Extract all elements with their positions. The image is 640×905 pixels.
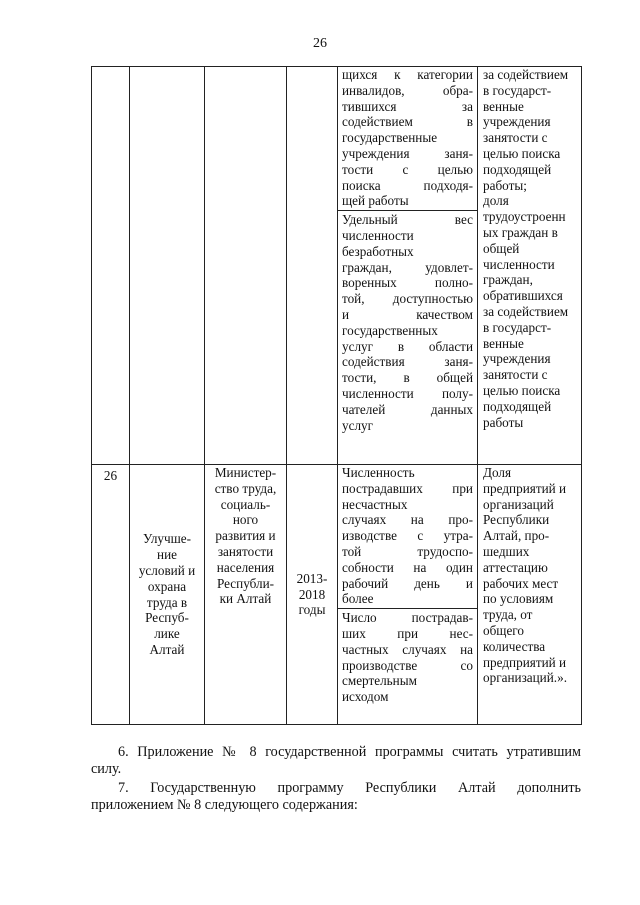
cell-text-line: тившихся за <box>342 98 473 114</box>
cell-result <box>478 465 582 725</box>
row-number: 26 <box>92 465 130 725</box>
cell-text-line: производстве со <box>342 657 473 673</box>
cell-text-line: предприятий и <box>483 654 567 670</box>
cell-text-line: Республики <box>483 512 550 528</box>
page-number: 26 <box>313 36 327 51</box>
cell-text-line: охрана <box>147 578 187 594</box>
cell-text-line: чателей данных <box>342 401 473 417</box>
cell-text-line: щей работы <box>342 193 409 209</box>
cell-text-line: граждан, удовлет- <box>342 259 473 275</box>
cell-text-line: численности <box>342 227 414 243</box>
program-table <box>91 66 582 725</box>
cell-text-line: развития и <box>215 528 276 544</box>
paragraph-line: 7. Государственную программу Республики Алтай дополнить <box>118 780 581 796</box>
cell-text-line: Доля <box>483 465 512 480</box>
cell-text-line: рабочих мест <box>483 575 559 591</box>
cell-text-line: услуг <box>342 417 374 433</box>
cell-text-line: содействия заня- <box>342 354 473 370</box>
cell-text-line: ство труда, <box>214 480 277 496</box>
cell-text-line: учреждения <box>483 114 551 130</box>
cell-result <box>478 67 582 465</box>
cell-text-line: количества <box>483 638 546 654</box>
cell-text-line: трудоустроенн <box>483 209 566 225</box>
cell-text-line: несчастных <box>342 496 408 512</box>
cell-text-line: общей <box>483 240 520 256</box>
cell-text-line: государственных <box>342 322 438 338</box>
cell-text-line: в государст- <box>483 82 552 98</box>
paragraph-line: приложением № 8 следующего содержания: <box>91 797 358 813</box>
cell-text-line: работы; <box>483 177 527 193</box>
paragraph-line: силу. <box>91 761 122 777</box>
cell-text-line: воренных полно- <box>342 275 473 291</box>
cell-period <box>287 465 338 725</box>
cell-text-line: лике <box>154 626 180 642</box>
cell-goal-empty <box>130 67 205 465</box>
cell-text-line: случаях на про- <box>342 512 473 528</box>
cell-text-line: учреждения <box>483 351 551 367</box>
cell-text-line: учреждения заня- <box>342 145 473 161</box>
cell-text-line: численности полу- <box>342 385 473 401</box>
cell-text-line: за содействием <box>483 67 569 82</box>
cell-text-line: труда в <box>146 594 188 610</box>
cell-text-line: в государст- <box>483 319 552 335</box>
cell-goal <box>130 465 205 725</box>
indicator-block <box>338 608 477 705</box>
cell-text-line: организаций <box>483 496 554 512</box>
cell-text-line: по условиям <box>483 591 554 607</box>
cell-text-line: за содействием <box>483 303 569 319</box>
cell-text-line: Республи- <box>216 575 275 591</box>
cell-text-line: Численность <box>342 465 415 480</box>
paragraph-line: 6. Приложение № 8 государственной программы считать утратившим <box>118 744 581 760</box>
table-row-continued <box>92 67 582 465</box>
cell-text-line: условий и <box>138 562 196 578</box>
cell-responsible <box>205 465 287 725</box>
cell-text-line: рабочий день и <box>342 575 473 591</box>
cell-text-line: подходящей <box>483 398 552 414</box>
cell-text-line: той, доступностью <box>342 291 473 307</box>
cell-text-line: общего <box>483 622 524 638</box>
cell-text-line: целью поиска <box>483 382 561 398</box>
cell-period-empty <box>287 67 338 465</box>
cell-text-line: частных случаях на <box>342 641 473 657</box>
cell-text-line: численности <box>483 256 555 272</box>
cell-indicators <box>338 67 478 465</box>
cell-responsible-empty <box>205 67 287 465</box>
cell-text-line: работы <box>483 414 524 430</box>
cell-text-line: тости, в общей <box>342 370 473 386</box>
cell-text-line: аттестацию <box>483 559 548 575</box>
cell-text-line: граждан, <box>483 272 533 288</box>
cell-text-line: Алтай, про- <box>483 528 550 544</box>
cell-text-line: Число пострадав- <box>342 610 473 626</box>
cell-text-line: ки Алтай <box>219 591 272 607</box>
cell-text-line: социаль- <box>220 496 271 512</box>
indicator-block <box>338 67 477 210</box>
cell-text-line: занятости <box>217 543 274 559</box>
cell-text-line: Удельный вес <box>342 212 473 228</box>
cell-text-line: более <box>342 591 374 607</box>
cell-text-line: обратившихся <box>483 288 563 304</box>
cell-text-line: инвалидов, обра- <box>342 82 473 98</box>
cell-number-empty <box>92 67 130 465</box>
cell-text-line: населения <box>216 559 275 575</box>
cell-text-line: щихся к категории <box>342 67 473 82</box>
indicator-block <box>338 210 477 433</box>
cell-text-line: 2013- <box>296 570 328 586</box>
cell-text-line: годы <box>298 602 326 618</box>
cell-text-line: шедших <box>483 543 530 559</box>
cell-text-line: ых граждан в <box>483 224 558 240</box>
cell-text-line: собности на один <box>342 559 473 575</box>
cell-text-line: поиска подходя- <box>342 177 473 193</box>
paragraph-7 <box>91 780 581 814</box>
cell-indicators <box>338 465 478 725</box>
cell-text-line: изводстве с утра- <box>342 528 473 544</box>
paragraph-6 <box>91 744 581 778</box>
cell-text-line: ние <box>157 547 177 563</box>
cell-text-line: венные <box>483 98 524 114</box>
cell-text-line: смертельным <box>342 673 417 689</box>
cell-text-line: целью поиска <box>483 145 561 161</box>
cell-text-line: и качеством <box>342 306 473 322</box>
cell-text-line: организаций.». <box>483 670 567 686</box>
cell-text-line: труда, от <box>483 607 533 623</box>
cell-text-line: Алтай <box>149 641 185 657</box>
cell-text-line: 2018 <box>298 586 326 602</box>
cell-text-line: исходом <box>342 689 389 705</box>
cell-text-line: занятости с <box>483 130 548 146</box>
cell-text-line: венные <box>483 335 524 351</box>
cell-text-line: занятости с <box>483 367 548 383</box>
cell-text-line: услуг в области <box>342 338 473 354</box>
table-row-26 <box>92 465 582 725</box>
cell-text-line: Улучше- <box>142 531 192 547</box>
cell-text-line: тости с целью <box>342 161 473 177</box>
cell-text-line: подходящей <box>483 161 552 177</box>
cell-text-line: ного <box>232 512 259 528</box>
cell-text-line: ших при нес- <box>342 625 473 641</box>
cell-text-line: безработных <box>342 243 414 259</box>
cell-text-line: доля <box>483 193 509 209</box>
indicator-block <box>338 465 477 608</box>
cell-text-line: пострадавших при <box>342 480 473 496</box>
cell-text-line: Министер- <box>214 465 277 480</box>
cell-text-line: предприятий и <box>483 480 567 496</box>
cell-text-line: содействием в <box>342 114 473 130</box>
cell-text-line: той трудоспо- <box>342 543 473 559</box>
cell-text-line: государственные <box>342 130 438 146</box>
cell-text-line: Респуб- <box>145 610 189 626</box>
